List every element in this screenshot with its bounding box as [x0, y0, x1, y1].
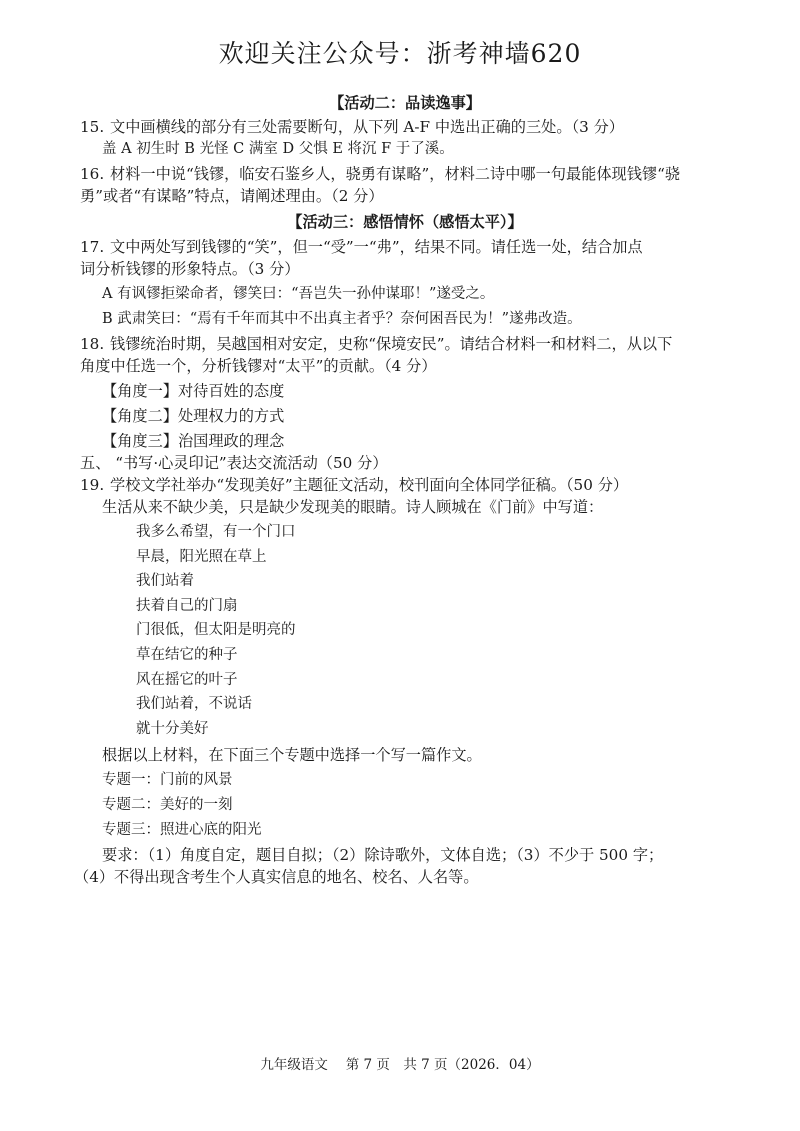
question-19-number: 19. — [80, 476, 105, 494]
question-18-number: 18. — [80, 335, 105, 353]
question-16 — [80, 163, 730, 185]
question-15 — [80, 116, 730, 138]
poem-line: 风在摇它的叶子 — [136, 671, 238, 688]
poem-line: 早晨，阳光照在草上 — [136, 548, 267, 565]
question-17-line1: 文中两处写到钱镠的“笑”，但一“受”一“弗”，结果不同。请任选一处，结合加点 — [110, 238, 643, 256]
activity-3-title: 【活动三：感悟情怀（感悟太平）】 — [287, 213, 523, 231]
question-17-number: 17. — [80, 238, 105, 256]
question-17 — [80, 236, 730, 258]
poem-line: 草在结它的种子 — [136, 646, 238, 663]
topic-1: 专题一：门前的风景 — [102, 772, 233, 789]
question-18-angle-1: 【角度一】对待百姓的态度 — [102, 382, 285, 400]
question-19 — [80, 474, 730, 496]
question-16-line2-a: 勇”或者“有 — [80, 187, 157, 205]
question-16-number: 16. — [80, 165, 105, 183]
question-17-line2: 词分析钱镠的形象特点。（3 分） — [80, 260, 300, 278]
topic-2: 专题二：美好的一刻 — [102, 797, 233, 814]
question-15-number: 15. — [80, 118, 105, 136]
activity-2-title: 【活动二：品读逸事】 — [329, 94, 481, 112]
question-19-line1: 学校文学社举办“发现美好”主题征文活动，校刊面向全体同学征稿。（50 分） — [110, 476, 629, 494]
poem-line: 门很低，但太阳是明亮的 — [136, 622, 296, 639]
exam-content — [74, 92, 730, 888]
question-18-angle-3: 【角度三】治国理政的理念 — [102, 432, 285, 450]
question-16-line2 — [80, 185, 730, 207]
question-15-passage: 盖 A 初生时 B 光怪 C 满室 D 父惧 E 将沉 F 于了溪。 — [102, 141, 454, 157]
section-5-title: 五、 “书写·心灵印记”表达交流活动（50 分） — [80, 454, 388, 472]
poem-line: 我多么希望，有一个门口 — [136, 524, 296, 540]
question-18-line2: 角度中任选一个，分析钱镠对“太平”的贡献。（4 分） — [80, 357, 437, 375]
requirements-line2: （4）不得出现含考生个人真实信息的地名、校名、人名等。 — [74, 868, 479, 887]
question-16-line1: 材料一中说“钱镠，临安石鉴乡人，骁勇有谋略”，材料二诗中哪一句最能体现钱镠“骁 — [110, 165, 681, 183]
question-17-option-a: A 有讽镠拒梁命者，镠笑曰：“吾岂失一孙仲谋耶！”遂受之。 — [102, 286, 495, 302]
poem-block — [80, 520, 730, 741]
question-16-line2-b: 谋略”特点，请阐述理由。（2 分） — [156, 187, 384, 205]
question-19-instruction: 根据以上材料，在下面三个专题中选择一个写一篇作文。 — [102, 746, 482, 765]
requirements-line1: 要求：（1）角度自定，题目自拟；（2）除诗歌外，文体自选；（3）不少于 500 字； — [102, 846, 664, 865]
poem-line: 扶着自己的门扇 — [136, 597, 238, 614]
poem-line: 就十分美好 — [136, 720, 209, 737]
question-17-option-b: B 武肃笑曰：“焉有千年而其中不出真主者乎？奈何困吾民为！”遂弗改造。 — [102, 311, 582, 327]
topic-3: 专题三：照进心底的阳光 — [102, 822, 262, 839]
question-18-line1: 钱镠统治时期，吴越国相对安定，史称“保境安民”。请结合材料一和材料二，从以下 — [110, 335, 673, 353]
page-footer: 九年级语文 第 7 页 共 7 页（2026．04） — [260, 1057, 540, 1073]
poem-line: 我们站着，不说话 — [136, 696, 252, 713]
question-19-intro: 生活从来不缺少美，只是缺少发现美的眼睛。诗人顾城在《门前》中写道： — [102, 498, 604, 516]
question-15-text: 文中画横线的部分有三处需要断句，从下列 A-F 中选出正确的三处。（3 分） — [110, 118, 624, 136]
page-header: 欢迎关注公众号：浙考神墙620 — [218, 39, 582, 68]
poem-line: 我们站着 — [136, 573, 194, 590]
question-18-angle-2: 【角度二】处理权力的方式 — [102, 407, 285, 425]
question-18 — [80, 333, 730, 355]
